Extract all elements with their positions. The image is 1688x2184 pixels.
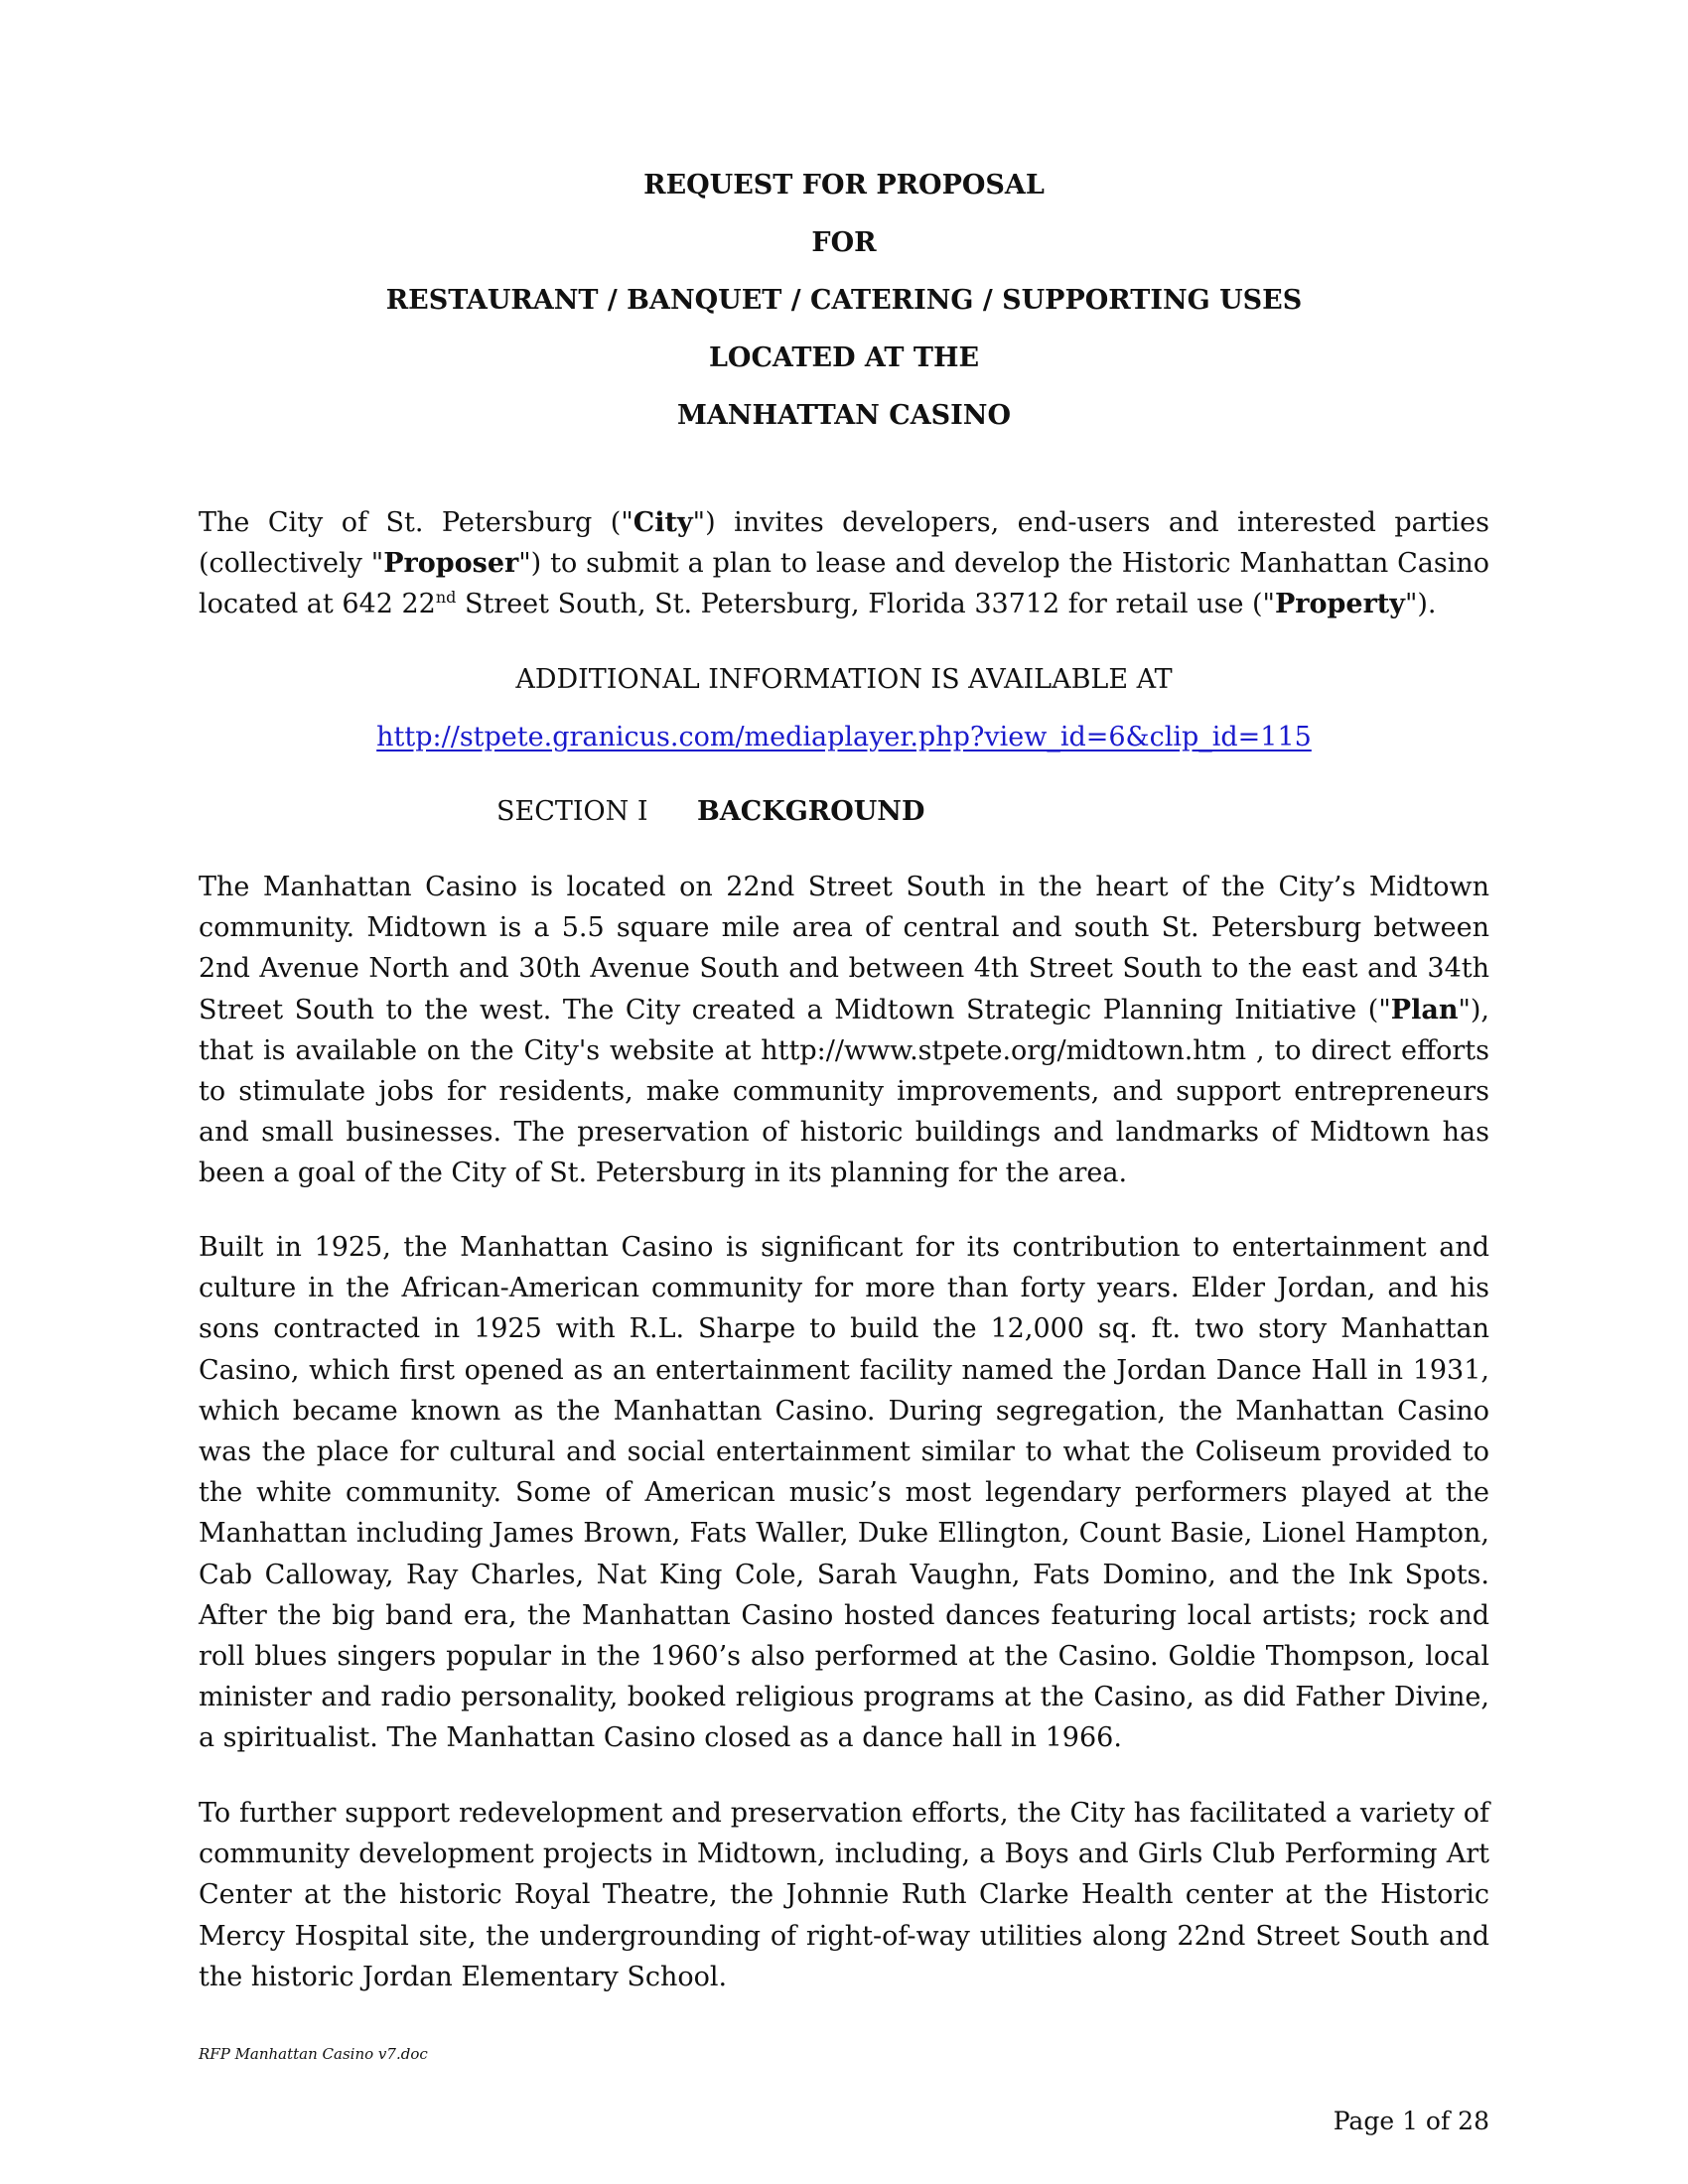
page-number: Page 1 of 28 bbox=[1333, 2107, 1489, 2135]
term-proposer: Proposer bbox=[383, 548, 519, 580]
document-title-block bbox=[199, 157, 1489, 445]
section-title: BACKGROUND bbox=[697, 796, 925, 827]
intro-text: Street South, St. Petersburg, Florida 33712 for retail use (" bbox=[456, 589, 1275, 620]
title-line-4: LOCATED AT THE bbox=[708, 342, 980, 373]
additional-info-link-row bbox=[199, 718, 1489, 757]
background-text: "), that is available on the City's website at http://www.stpete.org/midtown.htm , to direct efforts to stimulate jobs for residents, make community improvements, and support entrepreneurs and small businesses. The preservation of historic buildings and landmarks of Midtown has been a goal of the City of St. Petersburg in its planning for the area. bbox=[199, 994, 1489, 1189]
section-number: SECTION I bbox=[496, 796, 648, 827]
background-paragraph-2: Built in 1925, the Manhattan Casino is significant for its contribution to entertainment and culture in the African-American community for more than forty years. Elder Jordan, and his sons contracted in 1925 with R.L. Sharpe to build the 12,000 sq. ft. two story Manhattan Casino, which first opened as an entertainment facility named the Jordan Dance Hall in 1931, which became known as the Manhattan Casino. During segregation, the Manhattan Casino was the place for cultural and social entertainment similar to what the Coliseum provided to the white community. Some of American music’s most legendary performers played at the Manhattan including James Brown, Fats Waller, Duke Ellington, Count Basie, Lionel Hampton, Cab Calloway, Ray Charles, Nat King Cole, Sarah Vaughn, Fats Domino, and the Ink Spots. After the big band era, the Manhattan Casino hosted dances featuring local artists; rock and roll blues singers popular in the 1960’s also performed at the Casino. Goldie Thompson, local minister and radio personality, booked religious programs at the Casino, as did Father Divine, a spiritualist. The Manhattan Casino closed as a dance hall in 1966. bbox=[199, 1232, 1489, 1754]
title-line-2: FOR bbox=[811, 227, 877, 258]
background-text: The Manhattan Casino is located on 22nd Street South in the heart of the City’s Midtown community. Midtown is a 5.5 square mile area of central and south St. Petersburg between 2nd Avenue North and 30th Avenue South and between 4th Street South to the east and 34th Street South to the west. The City created a Midtown Strategic Planning Initiative (" bbox=[199, 872, 1489, 1025]
title-line-1: REQUEST FOR PROPOSAL bbox=[643, 170, 1045, 201]
footer-filename: RFP Manhattan Casino v7.doc bbox=[199, 2045, 428, 2063]
title-line-5: MANHATTAN CASINO bbox=[676, 400, 1012, 431]
intro-text: ") invites developers, end-users and interested parties (collectively " bbox=[199, 507, 1489, 580]
additional-info-link[interactable]: http://stpete.granicus.com/mediaplayer.php?view_id=6&clip_id=115 bbox=[376, 722, 1312, 752]
ordinal-suffix: nd bbox=[435, 588, 457, 608]
term-property: Property bbox=[1274, 589, 1405, 620]
term-city: City bbox=[633, 507, 693, 538]
intro-text: "). bbox=[1404, 589, 1437, 620]
term-plan: Plan bbox=[1390, 994, 1459, 1025]
title-line-3: RESTAURANT / BANQUET / CATERING / SUPPORTING USES bbox=[385, 285, 1303, 316]
background-paragraph-1 bbox=[199, 867, 1489, 1194]
intro-paragraph bbox=[199, 502, 1489, 625]
background-paragraph-3: To further support redevelopment and preservation efforts, the City has facilitated a variety of community development projects in Midtown, including, a Boys and Girls Club Performing Art Center at the historic Royal Theatre, the Johnnie Ruth Clarke Health center at the Historic Mercy Hospital site, the undergrounding of right-of-way utilities along 22nd Street South and the historic Jordan Elementary School. bbox=[199, 1798, 1489, 1992]
additional-info-label: ADDITIONAL INFORMATION IS AVAILABLE AT bbox=[515, 664, 1173, 695]
intro-text: The City of St. Petersburg (" bbox=[199, 507, 633, 538]
intro-text: ") to submit a plan to lease and develop the Historic Manhattan Casino located at 642 22 bbox=[199, 548, 1490, 620]
